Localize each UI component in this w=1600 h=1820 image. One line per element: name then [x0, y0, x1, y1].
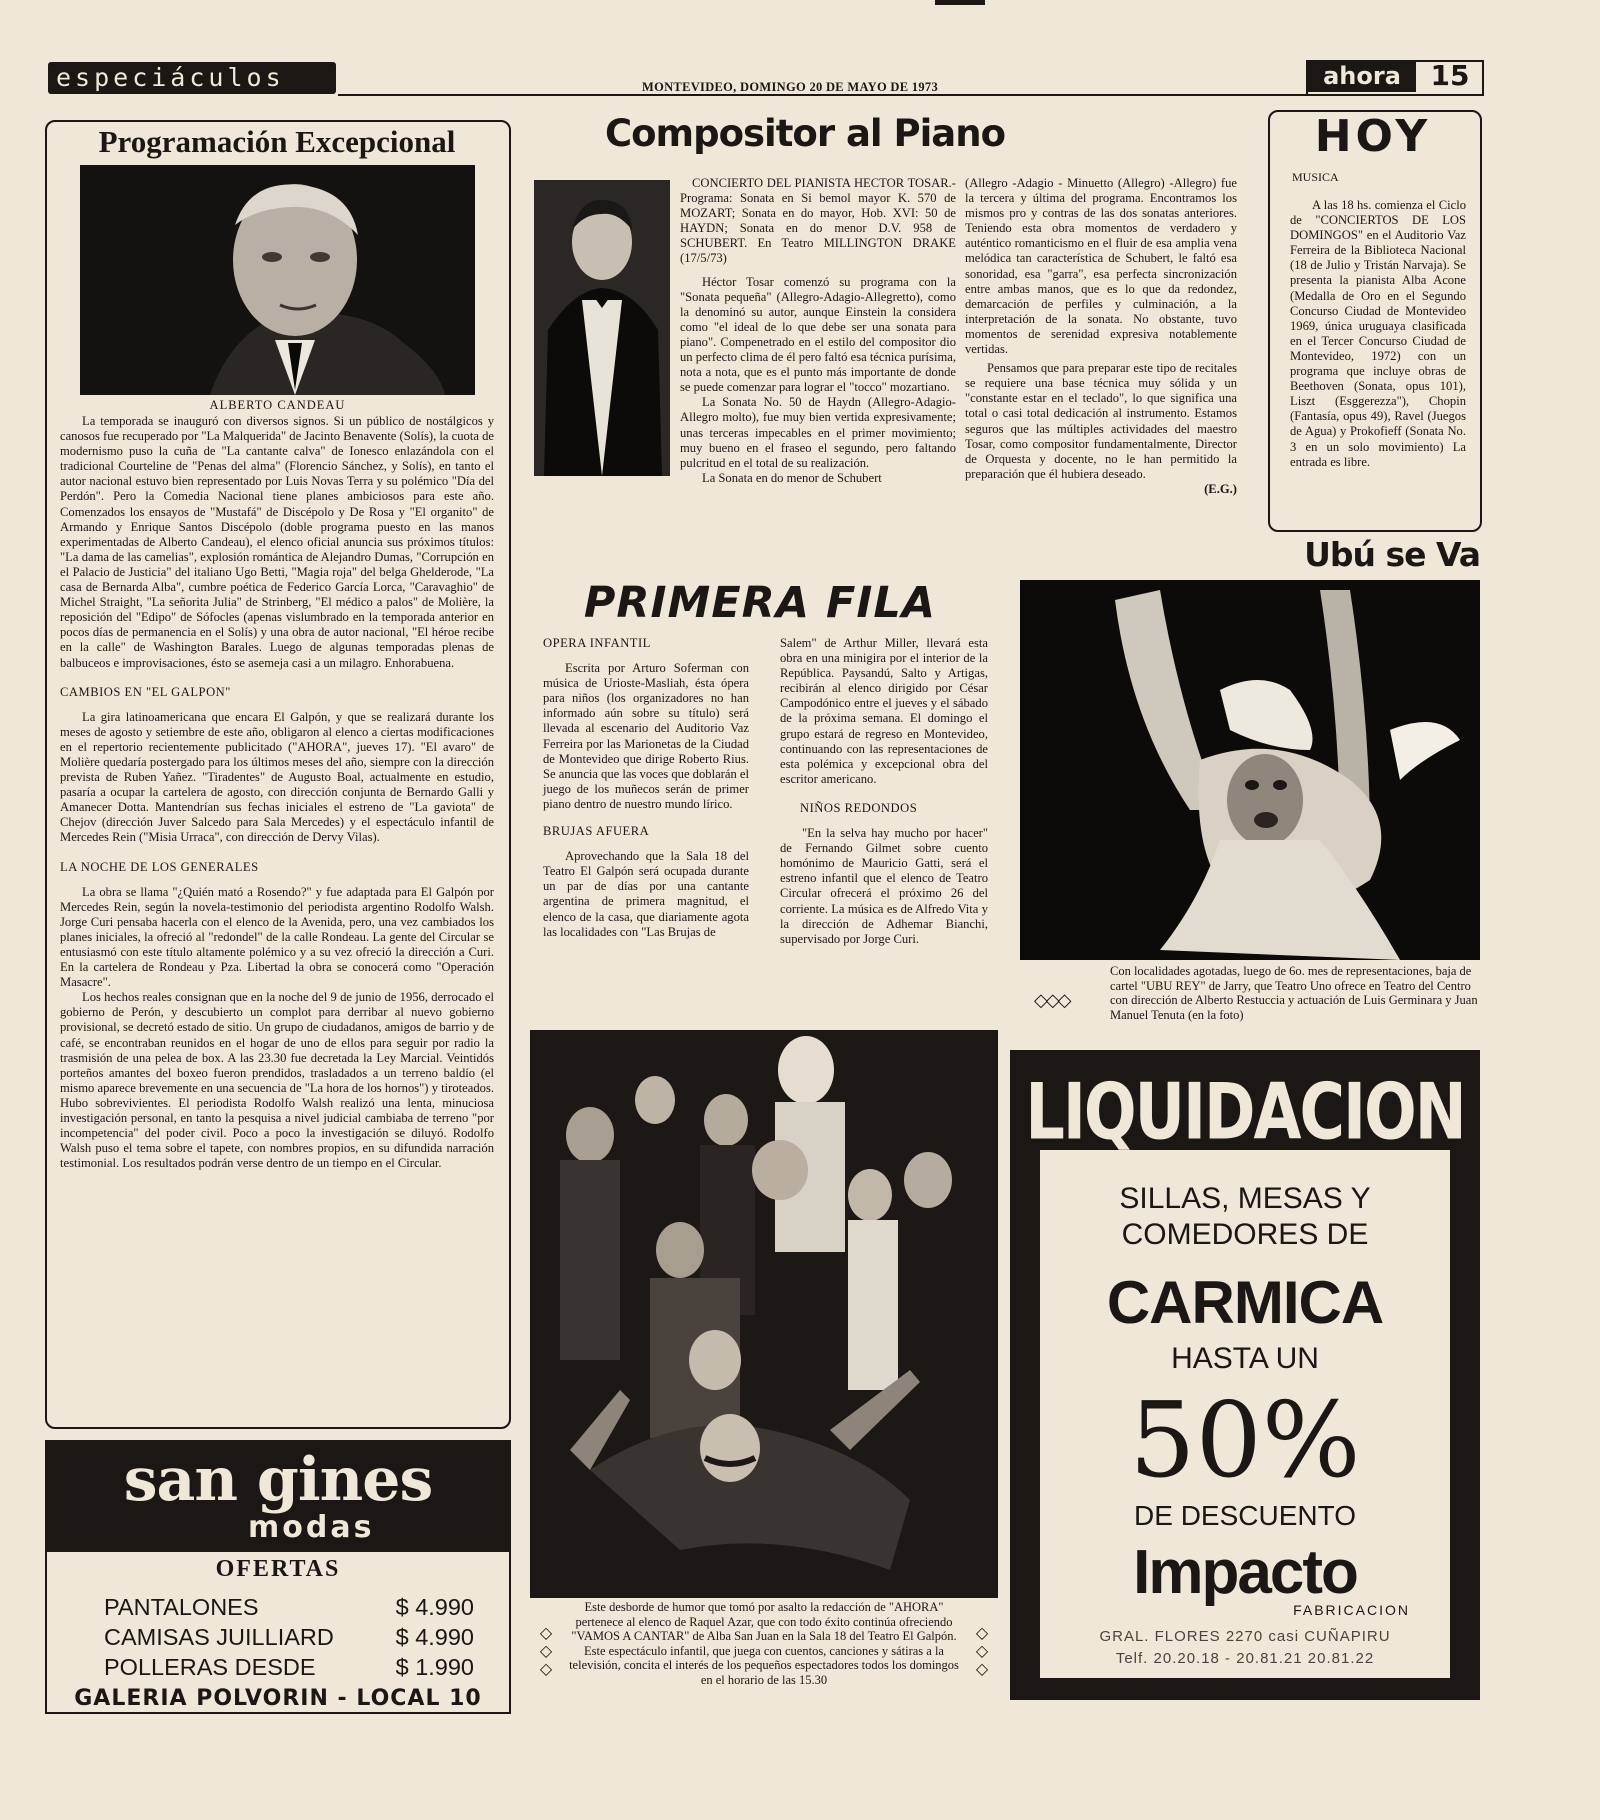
compositor-signature: (E.G.): [1204, 481, 1237, 496]
top-mark: [935, 0, 985, 5]
offer-price: $ 1.990: [395, 1654, 474, 1680]
liquidacion-address: GRAL. FLORES 2270 casi CUÑAPIRU: [1099, 1628, 1391, 1645]
liquidacion-phones: Telf. 20.20.18 - 20.81.21 20.81.22: [1115, 1650, 1375, 1667]
offer-label: PANTALONES: [104, 1594, 259, 1620]
compositor-p2: La Sonata No. 50 de Haydn (Allegro-Adagio-Allegro molto), fue muy bien vertida expresivamente; unas terceras impecables en el primer movimiento; muy bueno en el fraseo el segundo, pero faltando pulcritud en el total de su realización.: [680, 395, 956, 470]
caption-ornament-left: ◇ ◇ ◇: [539, 1623, 553, 1678]
compositor-p3: La Sonata en do menor de Schubert: [702, 470, 882, 485]
offer-price: $ 4.990: [395, 1624, 474, 1650]
liquidacion-percent: 50%: [1129, 1379, 1361, 1501]
compositor-p4: (Allegro -Adagio - Minuetto (Allegro) -Allegro) fue la tercera y última del programa. Encontramos los mismos pro y contras de las dos sonatas anteriores. Teniendo esta obra momentos de verdadero y auténtico romanticismo en el fluir de esa amplia vena melódica tan característica de Schubert, le faltó esa sonoridad, esa "garra", esa perfecta sincronización entre ambas manos, que es lo que da redondez, demarcación de perfiles y culminación, a la interpretación de la sonata. No obstante, tuvo momentos de serenidad expresiva notablemente vertidas.: [965, 176, 1237, 357]
sangines-footer: GALERIA POLVORIN - LOCAL 10: [74, 1686, 482, 1711]
galpon-text: La gira latinoamericana que encara El Galpón, y que se realizará durante los meses de agosto y setiembre de este año, obligaron al elenco a ciertas modificaciones en el repertorio recientemente publicitado ("AHORA", jueves 17). "El avaro" de Molière quedaría postergado para los últimos meses del año, siempre con la dirección prevista de Ruben Yañez. "Tiradentes" de Augusto Boal, actualmente en estudio, pasaría a ocupar la cartelera de agosto, con dirección conjunta de Bernardo Galli y Amanecer Dotta. Mantendrían sus fechas iniciales el estreno de "La gaviota" de Chejov (dirección Juver Salcedo para Sala Mercedes) y el espectáculo infantil de Mercedes Rein ("Misia Urraca", con dirección de Dervy Vilas).: [60, 709, 494, 845]
sangines-sub: modas: [248, 1510, 375, 1545]
ubu-photo: [1020, 580, 1480, 960]
subhead-galpon: CAMBIOS EN "EL GALPON": [60, 684, 231, 699]
compositor-title: Compositor al Piano: [604, 112, 1006, 155]
offer-label: POLLERAS DESDE: [104, 1654, 316, 1680]
primera-fila-col-b: [780, 636, 988, 947]
compositor-p5: Pensamos que para preparar este tipo de recitales se requiere una base técnica muy sólida y un "constante estar en el teclado", lo que significa una total o casi total dedicación al instrumento. Estamos seguros que las múltiples actividades del maestro Tosar, como compositor fundamentalmente, Director de Orquesta y docente, no le han permitido la preparación que él hubiera deseado.: [965, 361, 1237, 481]
candeau-caption: ALBERTO CANDEAU: [209, 398, 346, 412]
page-number: 15: [1430, 59, 1470, 92]
impacto-sub: FABRICACION: [1293, 1602, 1410, 1618]
primera-fila-col-a: [543, 636, 749, 940]
brujas-afuera-text: Aprovechando que la Sala 18 del Teatro El Galpón será ocupada durante un par de días por una cantante argentina de primera magnitud, el elenco de la casa, que diariamente agota las localidades con "Las Brujas de: [543, 849, 749, 939]
liquidacion-line4: DE DESCUENTO: [1134, 1500, 1356, 1531]
programacion-title: Programación Excepcional: [98, 124, 456, 159]
primera-fila-title: PRIMERA FILA: [583, 578, 937, 628]
programacion-body: [60, 414, 494, 1171]
hoy-title: HOY: [1314, 111, 1432, 162]
offer-price: $ 4.990: [395, 1594, 474, 1620]
brand-name: ahora: [1308, 62, 1416, 92]
hoy-text: [1290, 198, 1466, 470]
opera-infantil-text: Escrita por Arturo Soferman con música de Urioste-Masliah, ésta ópera para niños (los organizadores no han informado aún sobre su título) será llevada al escenario del Auditorio Vaz Ferreira por las Marionetas de la Ciudad de Montevideo que dirige Roberto Rius. Se anuncia que las voces que doblarán el juego de los muñecos serán de primer piano dentro de nuestro mundo lírico.: [543, 661, 749, 811]
ubu-caption: Con localidades agotadas, luego de 6o. mes de representaciones, baja de cartel "UBU REY" de Jarry, que Teatro Uno ofrece en Teatro del Centro con dirección de Alberto Restuccia y actuación de Luis Germinara y Juan Manuel Tenuta (en la foto): [1110, 964, 1478, 1022]
impacto-logo: Impacto: [1133, 1538, 1357, 1607]
programacion-intro: La temporada se inauguró con diversos signos. Si un público de nostálgicos y canosos fue recuperado por "La Malquerida" de Jacinto Benavente (Solís), la cuota de modernismo puso la cuña de "La cantante calva" de Ionesco enlazándola con el tradicional Courteline de "Penas del alma" (Florencio Sánchez, y Solís), en tanto el autor nacional estuvo bien representado por Luis Novas Terra y su polémico "Día del Perdón". Pero la Comedia Nacional tiene planes ambiciosos para este año. Comenzados los ensayos de "Mustafá" de Discépolo y De Rosa y "El organito" de Armando y Enrique Santos Discépolo (doble programa puesto en las manos experimentadas de Alberto Candeau), el elenco oficial anuncia sus próximos títulos: "La dama de las camelias", explosión romántica de Alejandro Dumas, "Corrupción en el Palacio de Justicia" del italiano Ugo Betti, "Magia roja" del belga Ghelderode, "La casa de Bernarda Alba", cumbre poética de Federico García Lorca, "Caravaghio" de Michel Straight, "La señorita Julia" de Strinberg, "El médico a palos" de Molière, la reposición del "Edipo" de Sófocles (apenas vislumbrado en la temporada anterior en pocos días de permanencia en el Solís) y una obra de autor nacional, "El héroe recibe en la calle" de Washington Barales. Luego de algunas temporadas plenas de balbuceos e improvisaciones, ésto se asemeja casi a un milagro. Enhorabuena.: [60, 414, 494, 670]
tosar-photo: [534, 180, 670, 476]
compositor-left-col: [680, 176, 956, 486]
dateline: MONTEVIDEO, DOMINGO 20 DE MAYO DE 1973: [641, 80, 939, 94]
subhead-brujas-afuera: BRUJAS AFUERA: [543, 824, 650, 839]
compositor-program: CONCIERTO DEL PIANISTA HECTOR TOSAR.- Programa: Sonata en Si bemol mayor K. 570 de MOZART; Sonata en do mayor, Hob. XVI: 50 de HAYDN; Sonata en do menor D.V. 958 de SCHUBERT. En Teatro MILLINGTON DRAKE (17/5/73): [680, 176, 956, 266]
offer-row: [104, 1652, 474, 1682]
offer-row: [104, 1592, 474, 1622]
subhead-opera-infantil: OPERA INFANTIL: [543, 636, 651, 650]
compositor-p1: Héctor Tosar comenzó su programa con la "Sonata pequeña" (Allegro-Adagio-Allegretto), como la denominó su autor, aunque Einstein la considera como "el ideal de lo que debe ser una sonata para piano". Compenetrado en el estilo del compositor dio un perfecto clima de él pero faltó esa técnica purísima, nota a nota, que es el punto más importante de donde se puede comenzar para lograr el "tocco" mozartiano.: [680, 274, 956, 395]
offer-row: [104, 1622, 474, 1652]
liquidacion-line2: COMEDORES DE: [1121, 1218, 1369, 1251]
hoy-paragraph: A las 18 hs. comienza el Ciclo de "CONCIERTOS DE LOS DOMINGOS" en el Auditorio Vaz Ferreira de la Biblioteca Nacional (18 de Julio y Tristán Narvaja). Se presenta la pianista Alba Acone (Medalla de Oro en el Segundo Concurso Ciudad de Montevideo 1969, única uruguaya clasificada en el Tercer Concurso Ciudad de Montevideo, 1972) con un programa que incluye obras de Beethoven (Sonata, opus 101), Liszt (Esggerezza"), Chopin (Fantasía, opus 49), Ravel (Juegos de Agua) y Prokofieff (Sonata No. 3 en un solo movimiento) La entrada es libre.: [1290, 198, 1466, 469]
liquidacion-brand: CARMICA: [1106, 1269, 1384, 1336]
offers-title: OFERTAS: [215, 1556, 341, 1582]
caption-ornament-right: ◇ ◇ ◇: [975, 1623, 989, 1678]
group-photo: [530, 1030, 998, 1598]
offers-list: [104, 1592, 474, 1682]
ninos-redondos-text: "En la selva hay mucho por hacer" de Fernando Gilmet sobre cuento homónimo de Mauricio Gatti, será el estreno infantil que el elenco de Teatro Circular ofrecerá el próximo 26 del corriente. La música es de Alfredo Vita y la dirección de Adhemar Bianchi, supervisado por Jorge Curi.: [780, 826, 988, 946]
liquidacion-headline: LIQUIDACION: [1025, 1066, 1465, 1158]
offer-label: CAMISAS JUILLIARD: [104, 1624, 334, 1650]
ubu-ornament: ◇◇◇: [1034, 990, 1070, 1011]
subhead-generales: LA NOCHE DE LOS GENERALES: [60, 859, 259, 874]
liquidacion-line1: SILLAS, MESAS Y: [1119, 1182, 1371, 1215]
liquidacion-line3: HASTA UN: [1171, 1342, 1319, 1375]
compositor-right-col: [965, 176, 1237, 497]
brujas-afuera-cont: Salem" de Arthur Miller, llevará esta obra en una minigira por el interior de la República. Paysandú, Salto y Artigas, recibirán al elenco dirigido por César Campodónico entre el jueves y el sábado de la próxima semana. El domingo el grupo estará de regreso en Montevideo, continuando con las representaciones de esta polémica y excepcional obra del escritor americano.: [780, 636, 988, 786]
hoy-category: MUSICA: [1292, 170, 1339, 184]
candeau-photo: [80, 165, 475, 395]
generales-text-2: Los hechos reales consignan que en la noche del 9 de junio de 1956, derrocado el gobierno de Perón, y descubierto un complot para derribar al nuevo gobierno provisional, se decretó estado de sitio. Un grupo de ciudadanos, amigos de barrio y de café, se encontraban reunidos en el hogar de uno de ellos para seguir por radio la trasmisión de una pelea de box. A las 23.30 fue decretada la Ley Marcial. Veintidós porteños amantes del boxeo fueron prendidos, trasladados a un terreno baldío (el mismo aparece brevemente en una secuencia de "La hora de los hornos") y tiroteados. Hubo sobrevivientes. El periodista Rodolfo Walsh realizó una lenta, minuciosa investigación personal, en tanto la pesquisa a nivel judicial cambiaba de terreno "por incompetencia" del poder civil. Poco a poco la investigación se diluyó. Rodolfo Walsh puso el tema sobre el tapete, con nombres propios, en su difundida narración testimonial. Los resultados podrán verse dentro de un tiempo en el Circular.: [60, 990, 494, 1171]
generales-text-1: La obra se llama "¿Quién mató a Rosendo?" y fue adaptada para El Galpón por Mercedes Rein, según la novela-testimonio del periodista argentino Rodolfo Walsh. Jorge Curi pensaba hacerla con el elenco de la Avenida, pero, una vez cambiados los planes iniciales, la ofreció al "redondel" de la calle Rondeau. La gente del Circular se entusiasmó con este título altamente polémico y a su vez ofreció la dirección a Curi. En la cartelera de Rondeau y Pza. Libertad la obra se conocerá como "Operación Masacre".: [60, 884, 494, 990]
ubu-title: Ubú se Va: [1304, 535, 1480, 574]
group-photo-caption: Este desborde de humor que tomó por asalto la redacción de "AHORA" pertenece al elenco de Raquel Azar, que con todo éxito continúa ofreciendo "VAMOS A CANTAR" de Alba San Juan en la Sala 18 del Teatro El Galpón. Este espectáculo infantil, que juega con cuentos, canciones y sátiras a la televisión, concita el interés de los pequeños espectadores todos los domingos en el horario de las 15.30: [569, 1600, 959, 1687]
section-label: especiáculos: [56, 63, 285, 92]
sangines-brand: san gines: [123, 1445, 433, 1515]
subhead-ninos-redondos: NIÑOS REDONDOS: [800, 800, 918, 815]
